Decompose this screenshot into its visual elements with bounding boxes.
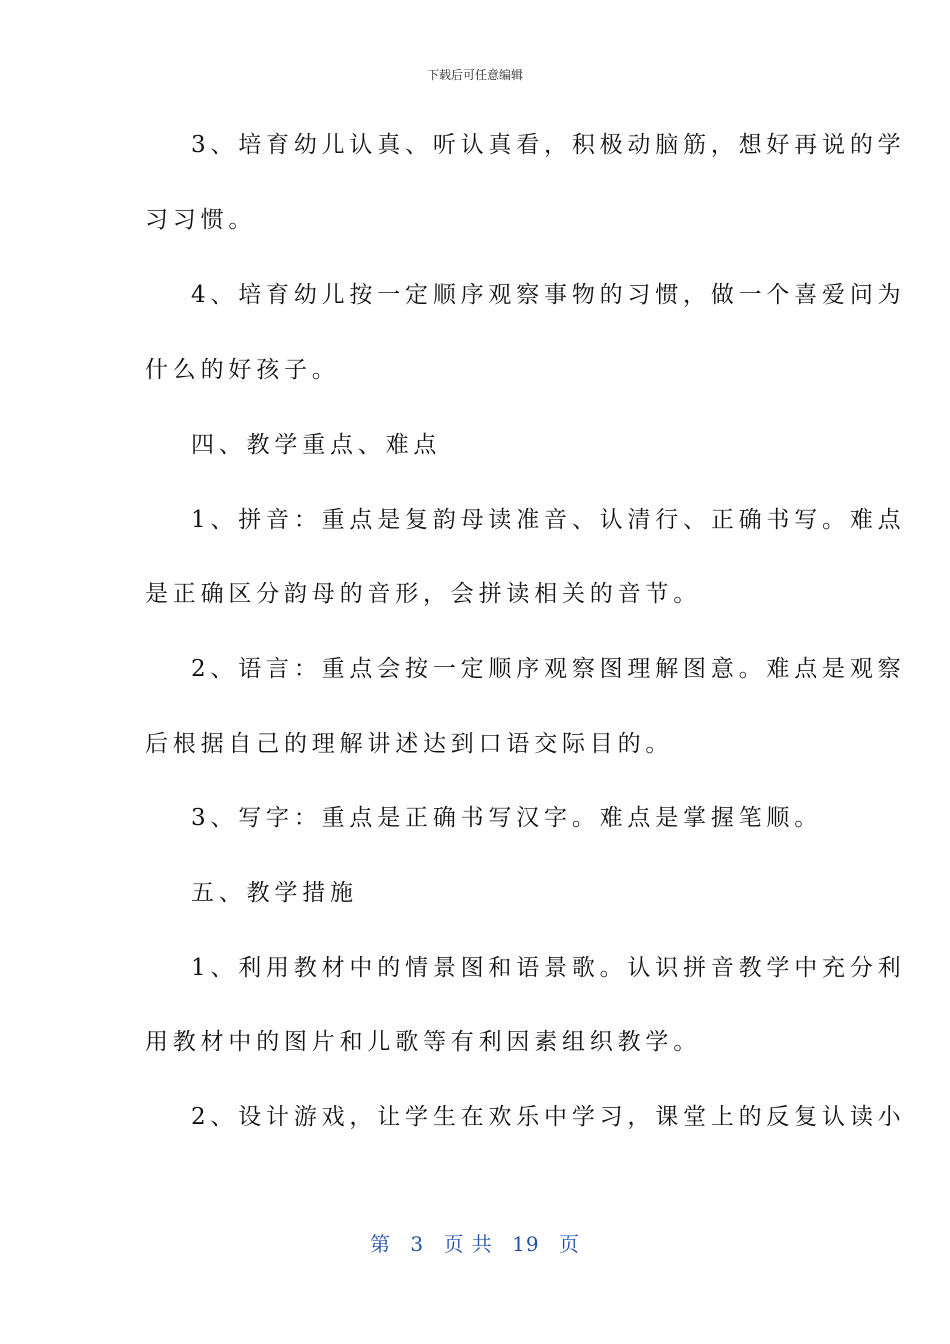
paragraph-line: 2、设计游戏，让学生在欢乐中学习，课堂上的反复认读小 [191,1104,906,1130]
paragraph-line: 3、写字：重点是正确书写汉字。难点是掌握笔顺。 [191,805,823,831]
footer-suffix: 页 [558,1232,580,1256]
paragraph-line: 是正确区分韵母的音形，会拼读相关的音节。 [145,581,701,607]
paragraph-line: 2、语言：重点会按一定顺序观察图理解图意。难点是观察 [191,656,906,682]
paragraph-line: 用教材中的图片和儿歌等有利因素组织教学。 [145,1029,701,1055]
total-page-count: 19 [512,1232,540,1256]
paragraph-line: 4、培育幼儿按一定顺序观察事物的习惯，做一个喜爱问为 [191,282,906,308]
paragraph-line: 1、利用教材中的情景图和语景歌。认识拼音教学中充分利 [191,955,906,981]
paragraph-line: 什么的好孩子。 [145,357,340,383]
section-heading: 五、教学措施 [191,880,358,906]
header-note: 下载后可任意编辑 [426,68,523,82]
footer-prefix: 第 [370,1232,391,1256]
page-footer [0,1228,950,1257]
paragraph-line: 后根据自己的理解讲述达到口语交际目的。 [145,731,674,757]
paragraph-line: 1、拼音：重点是复韵母读准音、认清行、正确书写。难点 [191,507,906,533]
footer-middle: 页 共 [443,1232,493,1256]
section-heading: 四、教学重点、难点 [191,432,442,458]
paragraph-line: 习习惯。 [145,207,257,233]
current-page-number: 3 [410,1232,425,1256]
paragraph-line: 3、培育幼儿认真、听认真看，积极动脑筋，想好再说的学 [191,132,906,158]
